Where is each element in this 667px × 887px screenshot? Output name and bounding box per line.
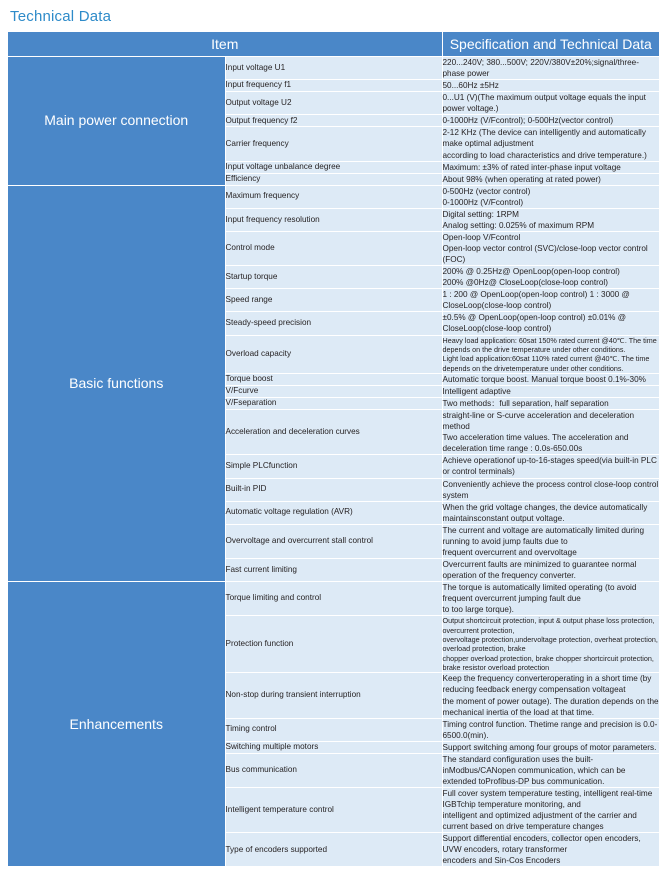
feature-label: Output voltage U2 xyxy=(225,92,442,115)
specification-line: 200% @ 0.25Hz@ OpenLoop(open-loop control) xyxy=(442,267,620,277)
specification-value xyxy=(442,335,659,373)
feature-label: Output frequency f2 xyxy=(225,115,442,127)
specification-line: 0-500Hz (vector control) xyxy=(442,186,531,196)
technical-data-table xyxy=(8,32,659,866)
specification-value xyxy=(442,478,659,501)
specification-value xyxy=(442,80,659,92)
specification-line: Full cover system temperature testing, intelligent real-time IGBTchip temperature monitoring, and xyxy=(442,789,653,810)
specification-value xyxy=(442,673,659,718)
feature-label: Input frequency resolution xyxy=(225,208,442,231)
specification-value xyxy=(442,373,659,385)
specification-line: Support differential encoders, collector open encoders, UVW encoders, rotary transformer xyxy=(442,834,641,855)
specification-line: Conveniently achieve the process control close-loop control system xyxy=(442,479,659,500)
specification-value xyxy=(442,741,659,753)
specification-value xyxy=(442,455,659,478)
specification-value xyxy=(442,524,659,558)
group-label: Main power connection xyxy=(8,57,225,186)
specification-line: Keep the frequency converteroperating in a short time (by reducing feedback energy compensation voltageat xyxy=(442,674,652,695)
specification-line: ±0.5% @ OpenLoop(open-loop control) ±0.01% @ CloseLoop(close-loop control) xyxy=(442,313,627,334)
specification-line: Heavy load application: 60sat 150% rated current @40℃. The time depends on the drive temperature under other conditions. xyxy=(442,335,657,354)
specification-line: overvoltage protection,undervoltage protection, overheat protection, overload protection, brake xyxy=(442,634,658,654)
table-header xyxy=(8,32,659,57)
column-header-item: Item xyxy=(8,32,442,57)
specification-line: 0...U1 (V)(The maximum output voltage equals the input power voltage.) xyxy=(442,93,646,114)
feature-label: Intelligent temperature control xyxy=(225,788,442,833)
specification-line: according to load characteristics and drive temperature.) xyxy=(442,150,647,160)
specification-line: 220...240V; 380...500V; 220V/380V±20%;signal/three-phase power xyxy=(442,58,639,79)
feature-label: Overvoltage and overcurrent stall control xyxy=(225,524,442,558)
feature-label: Carrier frequency xyxy=(225,127,442,161)
feature-label: Acceleration and deceleration curves xyxy=(225,410,442,455)
feature-label: Input voltage U1 xyxy=(225,57,442,80)
specification-value xyxy=(442,185,659,208)
specification-line: frequent overcurrent and overvoltage xyxy=(442,547,577,557)
feature-label: Torque limiting and control xyxy=(225,582,442,616)
specification-line: Support switching among four groups of motor parameters. xyxy=(442,742,657,752)
specification-line: Digital setting: 1RPM xyxy=(442,209,519,219)
specification-value xyxy=(442,788,659,833)
specification-line: 1 : 200 @ OpenLoop(open-loop control) 1 : 3000 @ CloseLoop(close-loop control) xyxy=(442,290,630,311)
specification-line: Two methods：full separation, half separation xyxy=(442,399,609,409)
feature-label: Control mode xyxy=(225,231,442,265)
specification-line: Automatic torque boost. Manual torque boost 0.1%-30% xyxy=(442,374,646,384)
specification-value xyxy=(442,410,659,455)
feature-label: Non-stop during transient interruption xyxy=(225,673,442,718)
table-row xyxy=(8,57,659,80)
table-header-row xyxy=(8,32,659,57)
specification-line: Output shortcircuit protection, input & output phase loss protection, overcurrent protection, xyxy=(442,616,655,635)
specification-line: Open-loop vector control (SVC)/close-loop vector control (FOC) xyxy=(442,244,648,265)
specification-line: 0-1000Hz (V/Fcontrol) xyxy=(442,197,524,207)
specification-line: Timing control function. Thetime range and precision is 0.0-6500.0(min). xyxy=(442,719,658,740)
feature-label: Input voltage unbalance degree xyxy=(225,161,442,173)
specification-line: the moment of power outage). The duration depends on the mechanical inertia of the load at that time. xyxy=(442,696,659,717)
specification-line: Maximum: ±3% of rated inter-phase input voltage xyxy=(442,162,621,172)
specification-line: 2-12 KHz (The device can intelligently and automatically make optimal adjustment xyxy=(442,128,646,149)
feature-label: Startup torque xyxy=(225,266,442,289)
specification-value xyxy=(442,833,659,867)
specification-line: extended toProfibus-DP bus communication. xyxy=(442,776,605,786)
table-body xyxy=(8,57,659,867)
specification-line: 0-1000Hz (V/Fcontrol); 0-500Hz(vector control) xyxy=(442,116,614,126)
feature-label: Bus communication xyxy=(225,753,442,787)
specification-value xyxy=(442,127,659,161)
specification-line: Intelligent adaptive xyxy=(442,387,511,396)
feature-label: V/Fcurve xyxy=(225,386,442,398)
page-title: Technical Data xyxy=(10,8,112,25)
specification-line: 200% @0Hz@ CloseLoop(close-loop control) xyxy=(442,278,608,288)
specification-value xyxy=(442,501,659,524)
feature-label: Type of encoders supported xyxy=(225,833,442,867)
specification-line: 50...60Hz ±5Hz xyxy=(442,81,499,91)
feature-label: Input frequency f1 xyxy=(225,80,442,92)
specification-value xyxy=(442,386,659,398)
specification-value xyxy=(442,312,659,335)
specification-value xyxy=(442,161,659,173)
specification-value xyxy=(442,231,659,265)
specification-line: Achieve operationof up-to-16-stages speed(via built-in PLC or control terminals) xyxy=(442,456,657,477)
specification-line: Open-loop V/Fcontrol xyxy=(442,232,521,242)
group-label: Basic functions xyxy=(8,185,225,581)
specification-value xyxy=(442,92,659,115)
specification-value xyxy=(442,558,659,581)
specification-line: About 98% (when operating at rated power) xyxy=(442,174,601,184)
specification-line: Light load application:60sat 110% rated current @40℃. The time depends on the drivetemperature under other conditions. xyxy=(442,354,650,373)
feature-label: Timing control xyxy=(225,718,442,741)
feature-label: V/Fseparation xyxy=(225,398,442,410)
feature-label: Automatic voltage regulation (AVR) xyxy=(225,501,442,524)
column-header-spec: Specification and Technical Data xyxy=(442,32,659,57)
specification-value xyxy=(442,57,659,80)
specification-value xyxy=(442,115,659,127)
feature-label: Simple PLCfunction xyxy=(225,455,442,478)
specification-value xyxy=(442,266,659,289)
specification-value xyxy=(442,718,659,741)
table-row xyxy=(8,582,659,616)
specification-line: Overcurrent faults are minimized to guarantee normal operation of the frequency converter. xyxy=(442,559,637,580)
specification-line: When the grid voltage changes, the device automatically maintainsconstant output voltage. xyxy=(442,502,648,523)
specification-line: straight-line or S-curve acceleration and deceleration method xyxy=(442,411,635,432)
feature-label: Fast current limiting xyxy=(225,558,442,581)
table-row xyxy=(8,185,659,208)
specification-line: Two acceleration time values. The acceleration and deceleration time range : 0.0s-650.00s xyxy=(442,433,629,454)
specification-line: The current and voltage are automatically limited during running to avoid jump faults due to xyxy=(442,525,645,546)
specification-value xyxy=(442,289,659,312)
specification-value xyxy=(442,208,659,231)
specification-line: to too large torque). xyxy=(442,605,514,615)
feature-label: Steady-speed precision xyxy=(225,312,442,335)
specification-value xyxy=(442,753,659,787)
feature-label: Efficiency xyxy=(225,173,442,185)
specification-value xyxy=(442,173,659,185)
specification-line: The standard configuration uses the built-inModbus/CANopen communication, which can be xyxy=(442,754,626,775)
specification-value xyxy=(442,616,659,673)
specification-line: encoders and Sin-Cos Encoders xyxy=(442,856,561,866)
group-label: Enhancements xyxy=(8,582,225,867)
specification-value xyxy=(442,582,659,616)
feature-label: Maximum frequency xyxy=(225,185,442,208)
specification-line: The torque is automatically limited operating (to avoid frequent overcurrent jumping fault due xyxy=(442,583,637,604)
feature-label: Speed range xyxy=(225,289,442,312)
specification-line: chopper overload protection, brake chopper shortcircuit protection, brake resistor overload protection xyxy=(442,653,654,673)
feature-label: Switching multiple motors xyxy=(225,741,442,753)
feature-label: Protection function xyxy=(225,616,442,673)
feature-label: Torque boost xyxy=(225,373,442,385)
feature-label: Overload capacity xyxy=(225,335,442,373)
specification-line: Analog setting: 0.025% of maximum RPM xyxy=(442,220,595,230)
feature-label: Built-in PID xyxy=(225,478,442,501)
specification-value xyxy=(442,398,659,410)
specification-line: intelligent and optimized adjustment of the carrier and current based on drive temperature changes xyxy=(442,811,637,832)
